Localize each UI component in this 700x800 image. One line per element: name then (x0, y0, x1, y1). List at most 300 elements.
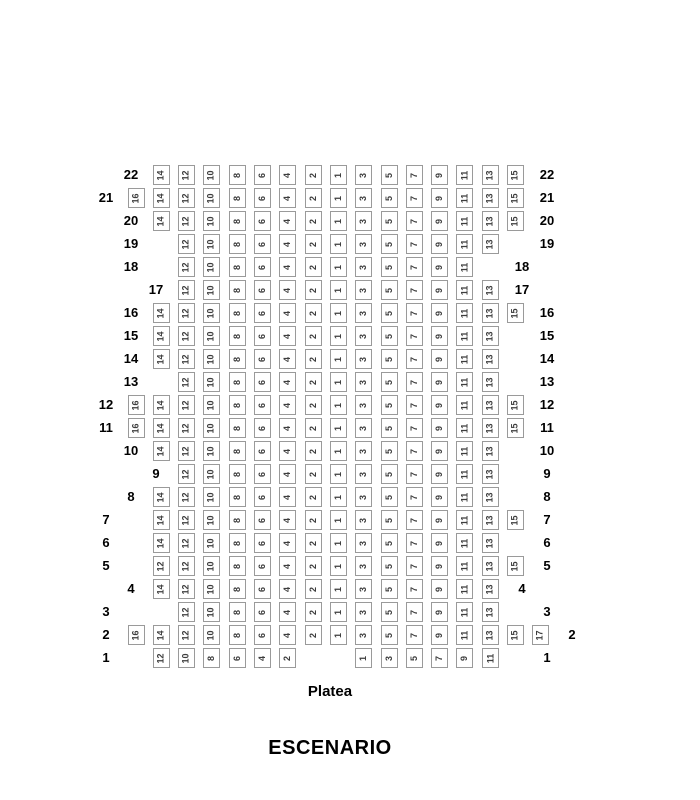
seat[interactable] (355, 349, 372, 369)
seat[interactable] (153, 556, 170, 576)
seat[interactable] (178, 579, 195, 599)
seat[interactable] (406, 303, 423, 323)
seat[interactable] (203, 533, 220, 553)
seat[interactable] (406, 579, 423, 599)
seat[interactable] (355, 648, 372, 668)
seat[interactable] (203, 234, 220, 254)
seat[interactable] (431, 648, 448, 668)
seat[interactable] (330, 234, 347, 254)
seat[interactable] (178, 165, 195, 185)
seat[interactable] (153, 326, 170, 346)
seat[interactable] (229, 533, 246, 553)
seat[interactable] (279, 418, 296, 438)
seat[interactable] (330, 418, 347, 438)
seat[interactable] (279, 211, 296, 231)
seat[interactable] (507, 395, 524, 415)
seat[interactable] (507, 625, 524, 645)
seat[interactable] (355, 579, 372, 599)
seat[interactable] (330, 326, 347, 346)
seat[interactable] (456, 280, 473, 300)
seat[interactable] (532, 625, 549, 645)
seat[interactable] (381, 280, 398, 300)
seat[interactable] (203, 602, 220, 622)
seat[interactable] (128, 418, 145, 438)
seat[interactable] (381, 648, 398, 668)
seat[interactable] (178, 349, 195, 369)
seat[interactable] (203, 395, 220, 415)
seat[interactable] (431, 533, 448, 553)
seat[interactable] (128, 188, 145, 208)
seat[interactable] (456, 211, 473, 231)
seat[interactable] (153, 441, 170, 461)
seat[interactable] (431, 349, 448, 369)
seat[interactable] (178, 257, 195, 277)
seat[interactable] (178, 441, 195, 461)
seat[interactable] (254, 326, 271, 346)
seat[interactable] (482, 602, 499, 622)
seat[interactable] (178, 418, 195, 438)
seat[interactable] (203, 510, 220, 530)
seat[interactable] (229, 579, 246, 599)
seat[interactable] (381, 349, 398, 369)
seat[interactable] (178, 188, 195, 208)
seat[interactable] (406, 280, 423, 300)
seat[interactable] (355, 625, 372, 645)
seat[interactable] (431, 165, 448, 185)
seat[interactable] (128, 625, 145, 645)
seat[interactable] (254, 234, 271, 254)
seat[interactable] (330, 464, 347, 484)
seat[interactable] (229, 602, 246, 622)
seat[interactable] (482, 510, 499, 530)
seat[interactable] (482, 625, 499, 645)
seat[interactable] (279, 441, 296, 461)
seat[interactable] (254, 464, 271, 484)
seat[interactable] (254, 188, 271, 208)
seat[interactable] (153, 533, 170, 553)
seat[interactable] (330, 257, 347, 277)
seat[interactable] (254, 579, 271, 599)
seat[interactable] (153, 648, 170, 668)
seat[interactable] (406, 326, 423, 346)
seat[interactable] (153, 510, 170, 530)
seat[interactable] (254, 533, 271, 553)
seat[interactable] (431, 441, 448, 461)
seat[interactable] (153, 625, 170, 645)
seat[interactable] (355, 441, 372, 461)
seat[interactable] (406, 602, 423, 622)
seat[interactable] (355, 234, 372, 254)
seat[interactable] (456, 395, 473, 415)
seat[interactable] (330, 510, 347, 530)
seat[interactable] (279, 280, 296, 300)
seat[interactable] (305, 188, 322, 208)
seat[interactable] (178, 280, 195, 300)
seat[interactable] (482, 188, 499, 208)
seat[interactable] (203, 326, 220, 346)
seat[interactable] (381, 579, 398, 599)
seat[interactable] (229, 372, 246, 392)
seat[interactable] (456, 257, 473, 277)
seat[interactable] (203, 211, 220, 231)
seat[interactable] (178, 464, 195, 484)
seat[interactable] (254, 625, 271, 645)
seat[interactable] (229, 234, 246, 254)
seat[interactable] (406, 464, 423, 484)
seat[interactable] (229, 326, 246, 346)
seat[interactable] (456, 602, 473, 622)
seat[interactable] (330, 395, 347, 415)
seat[interactable] (203, 648, 220, 668)
seat[interactable] (254, 303, 271, 323)
seat[interactable] (406, 648, 423, 668)
seat[interactable] (355, 372, 372, 392)
seat[interactable] (203, 303, 220, 323)
seat[interactable] (254, 211, 271, 231)
seat[interactable] (330, 533, 347, 553)
seat[interactable] (330, 372, 347, 392)
seat[interactable] (279, 579, 296, 599)
seat[interactable] (406, 234, 423, 254)
seat[interactable] (178, 625, 195, 645)
seat[interactable] (279, 533, 296, 553)
seat[interactable] (381, 165, 398, 185)
seat[interactable] (178, 326, 195, 346)
seat[interactable] (406, 188, 423, 208)
seat[interactable] (279, 648, 296, 668)
seat[interactable] (178, 510, 195, 530)
seat[interactable] (507, 165, 524, 185)
seat[interactable] (381, 234, 398, 254)
seat[interactable] (355, 326, 372, 346)
seat[interactable] (203, 556, 220, 576)
seat[interactable] (305, 165, 322, 185)
seat[interactable] (355, 602, 372, 622)
seat[interactable] (279, 303, 296, 323)
seat[interactable] (229, 625, 246, 645)
seat[interactable] (431, 188, 448, 208)
seat[interactable] (279, 464, 296, 484)
seat[interactable] (355, 165, 372, 185)
seat[interactable] (279, 372, 296, 392)
seat[interactable] (178, 533, 195, 553)
seat[interactable] (431, 211, 448, 231)
seat[interactable] (482, 349, 499, 369)
seat[interactable] (381, 372, 398, 392)
seat[interactable] (279, 510, 296, 530)
seat[interactable] (279, 188, 296, 208)
seat[interactable] (305, 326, 322, 346)
seat[interactable] (229, 165, 246, 185)
seat[interactable] (254, 280, 271, 300)
seat[interactable] (431, 510, 448, 530)
seat[interactable] (431, 257, 448, 277)
seat[interactable] (178, 211, 195, 231)
seat[interactable] (381, 556, 398, 576)
seat[interactable] (431, 625, 448, 645)
seat[interactable] (507, 556, 524, 576)
seat[interactable] (229, 487, 246, 507)
seat[interactable] (330, 165, 347, 185)
seat[interactable] (279, 234, 296, 254)
seat[interactable] (482, 303, 499, 323)
seat[interactable] (254, 372, 271, 392)
seat[interactable] (381, 602, 398, 622)
seat[interactable] (456, 556, 473, 576)
seat[interactable] (431, 487, 448, 507)
seat[interactable] (482, 556, 499, 576)
seat[interactable] (482, 326, 499, 346)
seat[interactable] (482, 280, 499, 300)
seat[interactable] (456, 326, 473, 346)
seat[interactable] (482, 464, 499, 484)
seat[interactable] (279, 326, 296, 346)
seat[interactable] (279, 625, 296, 645)
seat[interactable] (254, 165, 271, 185)
seat[interactable] (203, 372, 220, 392)
seat[interactable] (456, 188, 473, 208)
seat[interactable] (305, 510, 322, 530)
seat[interactable] (203, 188, 220, 208)
seat[interactable] (355, 257, 372, 277)
seat[interactable] (203, 625, 220, 645)
seat[interactable] (456, 464, 473, 484)
seat[interactable] (229, 510, 246, 530)
seat[interactable] (178, 648, 195, 668)
seat[interactable] (355, 188, 372, 208)
seat[interactable] (431, 372, 448, 392)
seat[interactable] (305, 579, 322, 599)
seat[interactable] (153, 395, 170, 415)
seat[interactable] (229, 349, 246, 369)
seat[interactable] (431, 602, 448, 622)
seat[interactable] (153, 579, 170, 599)
seat[interactable] (254, 510, 271, 530)
seat[interactable] (229, 648, 246, 668)
seat[interactable] (254, 418, 271, 438)
seat[interactable] (254, 441, 271, 461)
seat[interactable] (330, 441, 347, 461)
seat[interactable] (482, 165, 499, 185)
seat[interactable] (254, 487, 271, 507)
seat[interactable] (305, 372, 322, 392)
seat[interactable] (203, 349, 220, 369)
seat[interactable] (254, 395, 271, 415)
seat[interactable] (431, 556, 448, 576)
seat[interactable] (330, 579, 347, 599)
seat[interactable] (456, 418, 473, 438)
seat[interactable] (178, 303, 195, 323)
seat[interactable] (482, 395, 499, 415)
seat[interactable] (406, 418, 423, 438)
seat[interactable] (330, 487, 347, 507)
seat[interactable] (279, 165, 296, 185)
seat[interactable] (355, 510, 372, 530)
seat[interactable] (507, 418, 524, 438)
seat[interactable] (381, 533, 398, 553)
seat[interactable] (431, 234, 448, 254)
seat[interactable] (355, 280, 372, 300)
seat[interactable] (381, 211, 398, 231)
seat[interactable] (153, 349, 170, 369)
seat[interactable] (229, 464, 246, 484)
seat[interactable] (305, 602, 322, 622)
seat[interactable] (482, 211, 499, 231)
seat[interactable] (229, 395, 246, 415)
seat[interactable] (279, 257, 296, 277)
seat[interactable] (229, 280, 246, 300)
seat[interactable] (203, 257, 220, 277)
seat[interactable] (305, 464, 322, 484)
seat[interactable] (456, 234, 473, 254)
seat[interactable] (482, 579, 499, 599)
seat[interactable] (305, 303, 322, 323)
seat[interactable] (406, 395, 423, 415)
seat[interactable] (305, 211, 322, 231)
seat[interactable] (305, 533, 322, 553)
seat[interactable] (153, 487, 170, 507)
seat[interactable] (279, 349, 296, 369)
seat[interactable] (355, 303, 372, 323)
seat[interactable] (330, 556, 347, 576)
seat[interactable] (153, 211, 170, 231)
seat[interactable] (330, 349, 347, 369)
seat[interactable] (254, 257, 271, 277)
seat[interactable] (203, 441, 220, 461)
seat[interactable] (406, 349, 423, 369)
seat[interactable] (381, 487, 398, 507)
seat[interactable] (229, 441, 246, 461)
seat[interactable] (355, 395, 372, 415)
seat[interactable] (229, 257, 246, 277)
seat[interactable] (178, 487, 195, 507)
seat[interactable] (279, 556, 296, 576)
seat[interactable] (456, 303, 473, 323)
seat[interactable] (456, 349, 473, 369)
seat[interactable] (456, 579, 473, 599)
seat[interactable] (203, 280, 220, 300)
seat[interactable] (203, 418, 220, 438)
seat[interactable] (456, 625, 473, 645)
seat[interactable] (406, 556, 423, 576)
seat[interactable] (153, 418, 170, 438)
seat[interactable] (381, 418, 398, 438)
seat[interactable] (355, 487, 372, 507)
seat[interactable] (381, 464, 398, 484)
seat[interactable] (153, 188, 170, 208)
seat[interactable] (431, 280, 448, 300)
seat[interactable] (229, 556, 246, 576)
seat[interactable] (203, 579, 220, 599)
seat[interactable] (203, 487, 220, 507)
seat[interactable] (482, 418, 499, 438)
seat[interactable] (229, 211, 246, 231)
seat[interactable] (406, 257, 423, 277)
seat[interactable] (406, 372, 423, 392)
seat[interactable] (456, 372, 473, 392)
seat[interactable] (431, 303, 448, 323)
seat[interactable] (431, 395, 448, 415)
seat[interactable] (406, 211, 423, 231)
seat[interactable] (330, 602, 347, 622)
seat[interactable] (381, 326, 398, 346)
seat[interactable] (381, 257, 398, 277)
seat[interactable] (482, 441, 499, 461)
seat[interactable] (381, 510, 398, 530)
seat[interactable] (431, 418, 448, 438)
seat[interactable] (203, 165, 220, 185)
seat[interactable] (254, 602, 271, 622)
seat[interactable] (381, 303, 398, 323)
seat[interactable] (153, 303, 170, 323)
seat[interactable] (406, 510, 423, 530)
seat[interactable] (178, 234, 195, 254)
seat[interactable] (431, 326, 448, 346)
seat[interactable] (406, 533, 423, 553)
seat[interactable] (305, 257, 322, 277)
seat[interactable] (330, 625, 347, 645)
seat[interactable] (305, 349, 322, 369)
seat[interactable] (381, 441, 398, 461)
seat[interactable] (279, 602, 296, 622)
seat[interactable] (406, 441, 423, 461)
seat[interactable] (178, 602, 195, 622)
seat[interactable] (178, 395, 195, 415)
seat[interactable] (431, 579, 448, 599)
seat[interactable] (279, 487, 296, 507)
seat[interactable] (381, 188, 398, 208)
seat[interactable] (456, 441, 473, 461)
seat[interactable] (456, 165, 473, 185)
seat[interactable] (330, 280, 347, 300)
seat[interactable] (305, 234, 322, 254)
seat[interactable] (229, 418, 246, 438)
seat[interactable] (330, 211, 347, 231)
seat[interactable] (355, 533, 372, 553)
seat[interactable] (203, 464, 220, 484)
seat[interactable] (507, 303, 524, 323)
seat[interactable] (381, 395, 398, 415)
seat[interactable] (279, 395, 296, 415)
seat[interactable] (482, 487, 499, 507)
seat[interactable] (355, 211, 372, 231)
seat[interactable] (305, 487, 322, 507)
seat[interactable] (456, 533, 473, 553)
seat[interactable] (456, 510, 473, 530)
seat[interactable] (229, 303, 246, 323)
seat[interactable] (254, 556, 271, 576)
seat[interactable] (229, 188, 246, 208)
seat[interactable] (456, 487, 473, 507)
seat[interactable] (305, 625, 322, 645)
seat[interactable] (482, 234, 499, 254)
seat[interactable] (355, 464, 372, 484)
seat[interactable] (305, 395, 322, 415)
seat[interactable] (507, 510, 524, 530)
seat[interactable] (507, 211, 524, 231)
seat[interactable] (406, 487, 423, 507)
seat[interactable] (305, 556, 322, 576)
seat[interactable] (507, 188, 524, 208)
seat[interactable] (406, 165, 423, 185)
seat[interactable] (305, 441, 322, 461)
seat[interactable] (153, 165, 170, 185)
seat[interactable] (178, 556, 195, 576)
seat[interactable] (456, 648, 473, 668)
seat[interactable] (355, 556, 372, 576)
seat[interactable] (482, 648, 499, 668)
seat[interactable] (482, 533, 499, 553)
